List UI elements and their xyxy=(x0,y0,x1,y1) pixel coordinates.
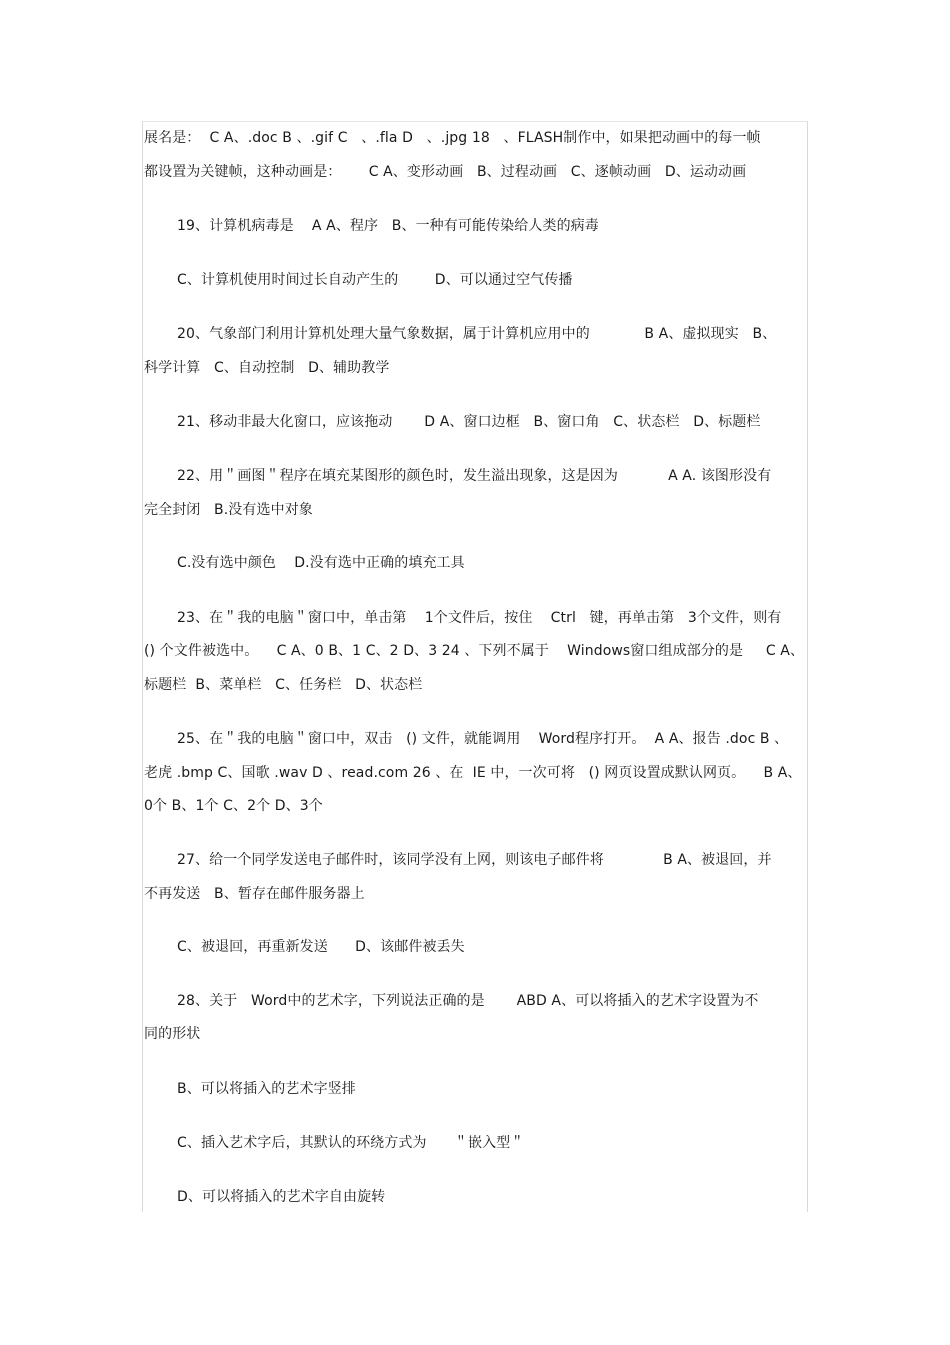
question-22-cont: 完全封闭 B.没有选中对象 xyxy=(144,502,313,518)
question-27-options: C、被退回，再重新发送 D、该邮件被丢失 xyxy=(177,939,465,955)
question-19: 19、计算机病毒是 A A、程序 B、一种有可能传染给人类的病毒 xyxy=(177,218,599,234)
question-28-option-d: D、可以将插入的艺术字自由旋转 xyxy=(177,1189,386,1205)
question-20: 20、气象部门利用计算机处理大量气象数据，属于计算机应用中的 B A、虚拟现实 B、 xyxy=(177,326,777,342)
question-28-cont: 同的形状 xyxy=(144,1026,201,1042)
question-19-options: C、计算机使用时间过长自动产生的 D、可以通过空气传播 xyxy=(177,272,573,288)
question-24-cont: 标题栏 B、菜单栏 C、任务栏 D、状态栏 xyxy=(144,677,423,693)
text-line: 展名是： C A、.doc B 、.gif C 、.fla D 、.jpg 18 、FLASH制作中，如果把动画中的每一帧 xyxy=(144,130,761,146)
question-28-option-b: B、可以将插入的艺术字竖排 xyxy=(177,1081,356,1097)
question-23: 23、在＂我的电脑＂窗口中，单击第 1个文件后，按住 Ctrl 键，再单击第 3个文件，则有 xyxy=(177,610,782,626)
question-28: 28、关于 Word中的艺术字，下列说法正确的是 ABD A、可以将插入的艺术字设置为不 xyxy=(177,993,759,1009)
question-25-cont: 老虎 .bmp C、国歌 .wav D 、read.com 26 、在 IE 中，一次可将 () 网页设置成默认网页。 B A、 xyxy=(144,765,802,781)
question-27-cont: 不再发送 B、暂存在邮件服务器上 xyxy=(144,886,365,902)
question-20-cont: 科学计算 C、自动控制 D、辅助教学 xyxy=(144,360,390,376)
question-22: 22、用＂画图＂程序在填充某图形的颜色时，发生溢出现象，这是因为 A A. 该图形没有 xyxy=(177,468,772,484)
text-line: 都设置为关键帧，这种动画是： C A、变形动画 B、过程动画 C、逐帧动画 D、运动动画 xyxy=(144,164,747,180)
question-23-cont: () 个文件被选中。 C A、0 B、1 C、2 D、3 24 、下列不属于 Windows窗口组成部分的是 C A、 xyxy=(144,643,805,659)
question-21: 21、移动非最大化窗口，应该拖动 D A、窗口边框 B、窗口角 C、状态栏 D、标题栏 xyxy=(177,414,761,430)
question-27: 27、给一个同学发送电子邮件时，该同学没有上网，则该电子邮件将 B A、被退回，并 xyxy=(177,852,772,868)
question-26-cont: 0个 B、1个 C、2个 D、3个 xyxy=(144,798,323,814)
question-28-option-c: C、插入艺术字后，其默认的环绕方式为 ＂嵌入型＂ xyxy=(177,1135,525,1151)
question-25: 25、在＂我的电脑＂窗口中，双击 () 文件，就能调用 Word程序打开。 A A、报告 .doc B 、 xyxy=(177,731,789,747)
question-22-options: C.没有选中颜色 D.没有选中正确的填充工具 xyxy=(177,555,465,571)
